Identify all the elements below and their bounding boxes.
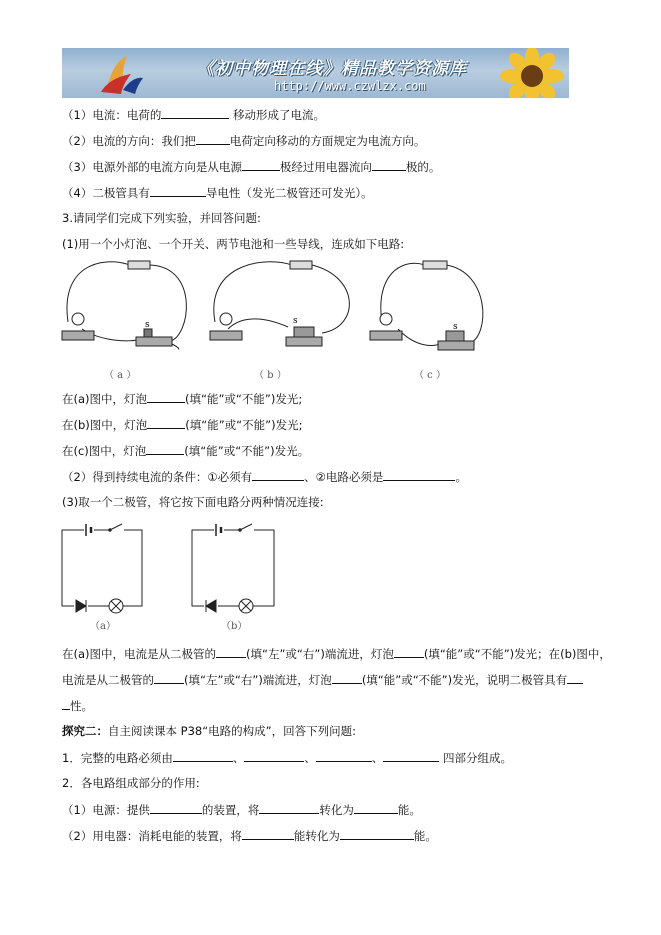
q-current-item4: （4）二极管具有 导电性（发光二极管还可发光）。 — [62, 186, 373, 200]
q3-p3-line1: 在(a)图中，电流是从二极管的 (填“左”或“右”)端流进，灯泡 (填“能”或“不能”)发光；在(b)图中， — [62, 647, 611, 661]
explore2-q2-1: （1）电源：提供 的装置，将 转化为 能。 — [62, 803, 421, 817]
q3-title: 3.请同学们完成下列实验，并回答问题: — [62, 211, 261, 225]
q-current-item3: （3）电源外部的电流方向是从电源 极经过用电器流向 极的。 — [62, 160, 441, 174]
switch-label-c: s — [453, 322, 458, 332]
switch-board-icon — [136, 327, 474, 350]
q3-line-a: 在(a)图中，灯泡 (填“能”或“不能”)发光; — [62, 392, 303, 406]
bulb-circuits-figure — [60, 257, 500, 382]
diode-caption-a: （a） — [90, 621, 116, 632]
q3-part1: (1)用一个小灯泡、一个开关、两节电池和一些导线，连成如下电路: — [62, 237, 405, 251]
explore2-q1: 1．完整的电路必须由 、 、 、 四部分组成。 — [62, 751, 512, 765]
circuit-caption-b: （ b ） — [254, 370, 287, 381]
sunflower-icon — [492, 48, 569, 98]
explore2-q2: 2．各电路组成部分的作用: — [62, 776, 200, 790]
diode-circuits-figure — [58, 518, 298, 628]
q3-p3-line2: 电流是从二极管的 (填“左”或“右”)端流进，灯泡 (填“能”或“不能”)发光，说明二极管具有 — [62, 671, 583, 688]
banner-url: http://www.czwlzx.com — [274, 79, 426, 93]
q3-line-c: 在(c)图中，灯泡 (填“能”或“不能”)发光。 — [62, 444, 310, 458]
header-banner — [62, 48, 569, 98]
diode-caption-b: （b） — [221, 621, 248, 632]
circuit-caption-a: （ a ） — [104, 370, 137, 381]
bulb-board-icon — [62, 313, 402, 340]
banner-title: 《初中物理在线》精品教学资源库 — [197, 59, 467, 79]
switch-label-a: s — [145, 320, 150, 330]
q3-part2: （2）得到持续电流的条件：①必须有 、②电路必须是 。 — [62, 470, 467, 484]
circuit-caption-c: （ c ） — [414, 370, 446, 381]
q-current-item2: （2）电流的方向：我们把 电荷定向移动的方面规定为电流方向。 — [62, 134, 426, 148]
q3-p3-line3: 性。 — [62, 697, 93, 714]
q3-part3: (3)取一个二极管，将它按下面电路分两种情况连接: — [62, 495, 324, 509]
q-current-item1: （1）电流：电荷的 移动形成了电流。 — [62, 108, 325, 122]
explore2-intro: 探究二：自主阅读课本 P38“电路的构成”，回答下列问题: — [62, 724, 357, 738]
logo-icon — [87, 48, 157, 98]
switch-label-b: s — [293, 316, 298, 326]
q3-line-b: 在(b)图中，灯泡 (填“能”或“不能”)发光; — [62, 418, 303, 432]
explore2-q2-2: （2）用电器：消耗电能的装置，将 能转化为 能。 — [62, 829, 437, 843]
